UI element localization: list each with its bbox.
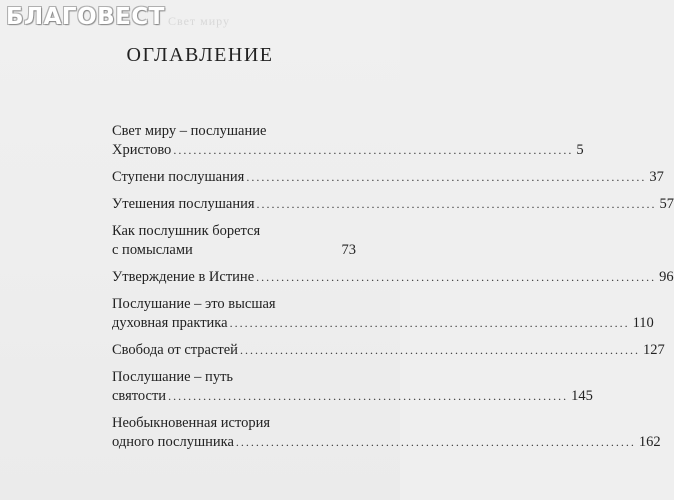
- toc-entry-title: Послушание – путь: [112, 369, 234, 385]
- dot-leader: ................................................................................: [173, 143, 574, 157]
- toc-entry: [112, 222, 356, 260]
- dot-leader: ................................................................................: [168, 389, 569, 403]
- toc-line: [112, 341, 665, 360]
- toc-entry: [112, 295, 654, 333]
- toc-entry: [112, 368, 593, 406]
- toc-entry: [112, 414, 661, 452]
- toc-entry-title: Как послушник борется: [112, 223, 261, 239]
- toc-page-number: 73: [341, 242, 356, 258]
- dot-leader: ................................................................................: [246, 170, 647, 184]
- toc-line: [112, 368, 356, 387]
- toc-entry-title: Свет миру – послушание: [112, 123, 267, 139]
- toc-entry-title: духовная практика: [112, 315, 228, 331]
- toc-entry-title: одного послушника: [112, 434, 234, 450]
- toc-line: [112, 122, 356, 141]
- toc-entry-title: Христово: [112, 142, 172, 158]
- dot-leader: ................................................................................: [229, 316, 630, 330]
- toc-page-number: 110: [632, 315, 654, 331]
- toc-line: [112, 241, 356, 260]
- table-of-contents: [112, 122, 674, 460]
- toc-entry-title: Утешения послушания: [112, 196, 255, 212]
- toc-entry: [112, 268, 674, 287]
- toc-line: [112, 433, 661, 452]
- toc-line: [112, 414, 356, 433]
- toc-page-number: 145: [571, 388, 593, 404]
- toc-entry-title: Необыкновенная история: [112, 415, 271, 431]
- toc-entry-title: Свобода от страстей: [112, 342, 238, 358]
- toc-entry: [112, 341, 665, 360]
- dot-leader: ................................................................................: [256, 197, 657, 211]
- toc-page-number: 37: [649, 169, 664, 185]
- toc-entry: [112, 122, 584, 160]
- page-title: ОГЛАВЛЕНИЕ: [126, 44, 274, 66]
- toc-page-number: 162: [638, 434, 661, 450]
- toc-entry: [112, 168, 664, 187]
- toc-page-number: 127: [642, 342, 665, 358]
- toc-page-number: 96: [659, 269, 674, 285]
- toc-line: [112, 314, 654, 333]
- toc-line: [112, 295, 356, 314]
- toc-line: [112, 141, 584, 160]
- toc-entry-title: святости: [112, 388, 167, 404]
- toc-entry: [112, 195, 674, 214]
- toc-entry-title: Послушание – это высшая: [112, 296, 276, 312]
- toc-line: [112, 268, 674, 287]
- toc-entry-title: Утверждение в Истине: [112, 269, 255, 285]
- toc-entry-title: с помыслами: [112, 242, 193, 258]
- toc-line: [112, 195, 674, 214]
- dot-leader: ................................................................................: [235, 435, 636, 449]
- bleed-through-text: Свет миру: [168, 14, 231, 28]
- toc-page-number: 5: [576, 142, 584, 158]
- toc-page-number: 57: [659, 196, 674, 212]
- site-watermark: БЛАГОВЕСТ: [6, 4, 165, 30]
- dot-leader: ................................................................................: [239, 343, 640, 357]
- toc-line: [112, 387, 593, 406]
- toc-line: [112, 222, 356, 241]
- dot-leader: ................................................................................: [256, 270, 657, 284]
- toc-line: [112, 168, 664, 187]
- toc-entry-title: Ступени послушания: [112, 169, 245, 185]
